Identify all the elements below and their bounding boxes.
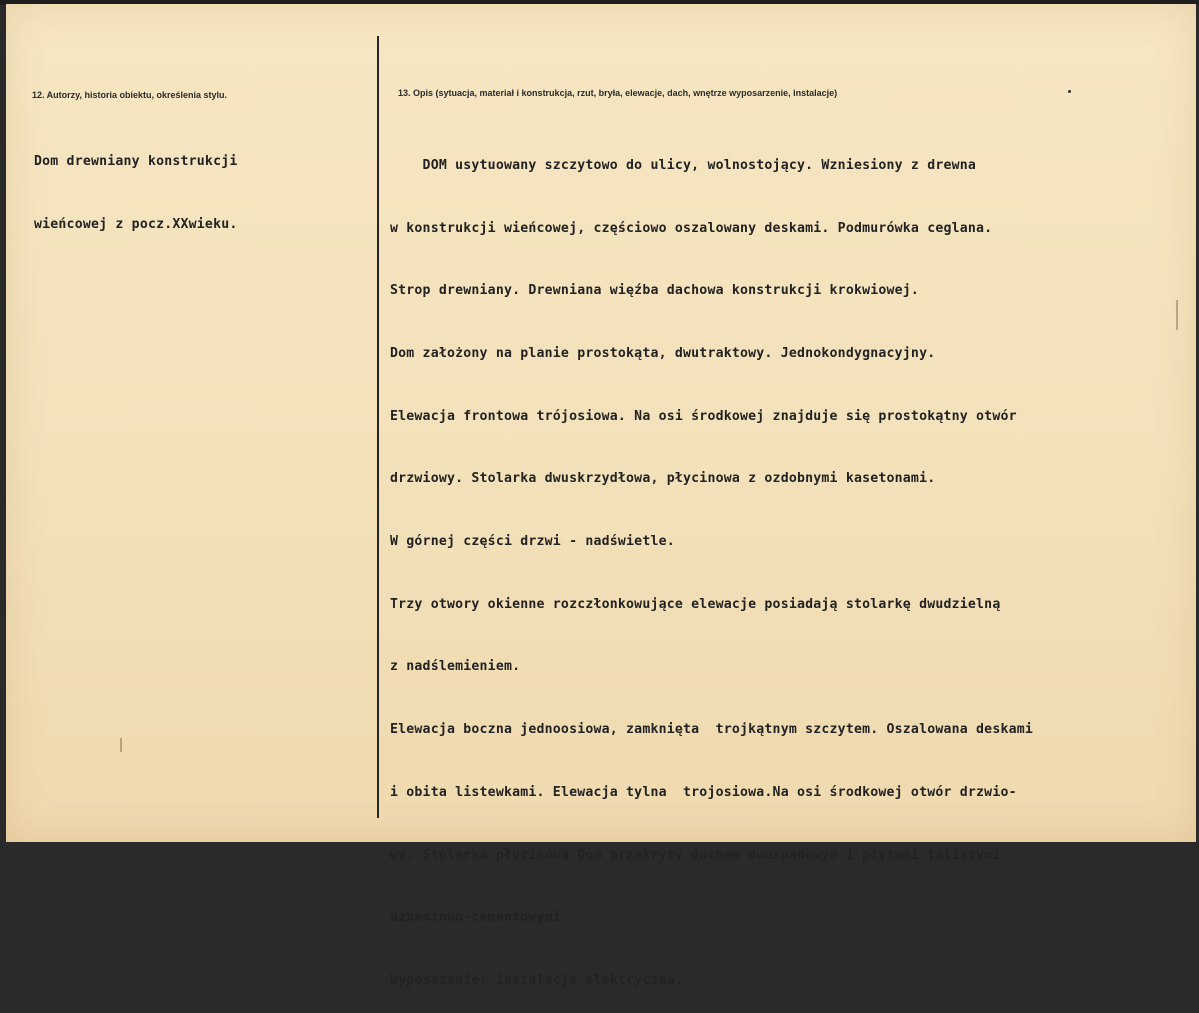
field-13-line: DOM usytuowany szczytowo do ulicy, wolnostojący. Wzniesiony z drewna [390,157,977,173]
field-13-line: w konstrukcji wieńcowej, częściowo oszalowany deskami. Podmurówka ceglana. [390,220,993,236]
field-13-line: Trzy otwory okienne rozczłonkowujące elewacje posiadają stolarkę dwudzielną [390,596,1001,612]
field-13-label: 13. Opis (sytuacja, materiał i konstrukcja, rzut, bryła, elewacje, dach, wnętrze wyposarzenie, instalacje) [398,88,838,98]
column-divider [377,36,379,818]
field-13-line: Strop drewniany. Drewniana więźba dachowa konstrukcji krokwiowej. [390,283,920,299]
field-13-text [390,114,1033,1013]
field-13-line: z nadślemieniem. [390,659,521,675]
field-12-label: 12. Autorzy, historia obiektu, określenia stylu. [32,90,228,100]
paper-mark [120,738,122,752]
field-13-line: drzwiowy. Stolarka dwuskrzydłowa, płycinowa z ozdobnymi kasetonami. [390,471,936,487]
field-13-line: Wyposażenie: instalacja elektryczna. [390,972,684,988]
paper-mark [1176,300,1178,330]
field-12-text [34,109,238,256]
field-13-line: W górnej części drzwi - nadświetle. [390,534,675,550]
field-13-line: Elewacja frontowa trójosiowa. Na osi środkowej znajduje się prostokątny otwór [390,408,1017,424]
field-12-line: Dom drewniany konstrukcji [34,154,238,169]
field-13-line: wy. Stolarka płycinowa.Dom przekryty dachem dwuspadowym i płytami falistymi [390,847,1001,863]
ink-speck [1068,90,1071,93]
field-12-line: wieńcowej z pocz.XXwieku. [34,217,238,232]
field-13-line: azbestowo-cementowymi. [390,910,570,926]
field-13-line: Dom założony na planie prostokąta, dwutraktowy. Jednokondygnacyjny. [390,345,936,361]
field-13-line: i obita listewkami. Elewacja tylna trojosiowa.Na osi środkowej otwór drzwio- [390,784,1017,800]
field-13-line: Elewacja boczna jednoosiowa, zamknięta trojkątnym szczytem. Oszalowana deskami [390,722,1034,738]
